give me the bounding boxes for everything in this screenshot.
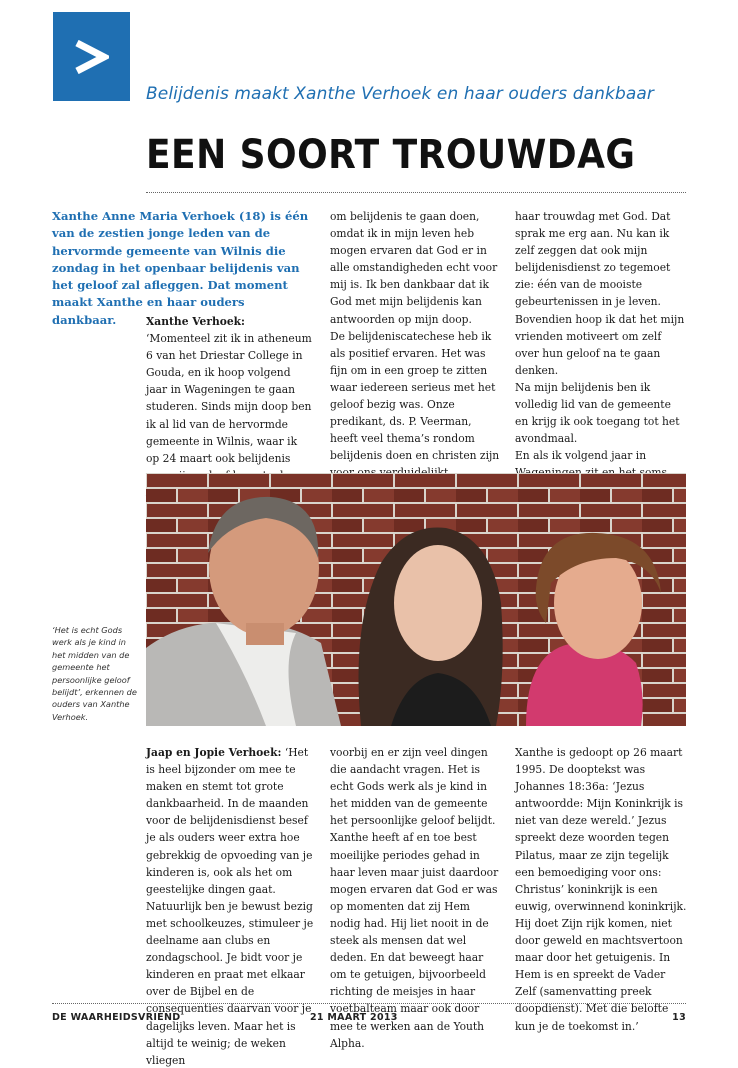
paragraph: Xanthe heeft af en toe best moeilijke periodes gehad in haar leven maar juist daardoor mogen ervaren dat God er was op momenten dat zij Hem nodig had. Hij liet nooit in de steek als mensen dat wel deden. En dat beweegt haar om te getuigen, bijvoorbeeld richting de meisjes in haar voetbalteam maar ook door mee te werken aan de Youth Alpha. xyxy=(330,831,499,1050)
lower-column-3 xyxy=(515,744,687,1035)
speaker-label: Xanthe Verhoek: xyxy=(146,315,246,328)
paragraph: Na mijn belijdenis ben ik volledig lid van de gemeente en krijg ik ook toegang tot het avondmaal. xyxy=(515,380,680,446)
chevron-right-icon xyxy=(73,40,109,74)
lower-column-2 xyxy=(330,744,502,1052)
headline-divider xyxy=(146,192,686,193)
paragraph: De belijdeniscatechese heb ik als positief ervaren. Het was fijn om in een groep te zitten waar iedereen serieus met het geloof bezig was. Onze predikant, ds. P. Veerman, heeft veel thema’s rondom belijdenis doen en christen zijn xyxy=(330,329,500,463)
paragraph: om belijdenis te gaan doen, omdat ik in mijn leven heb mogen ervaren dat God er in alle omstandigheden echt voor mij is. Ik ben dankbaar dat ik God met mijn belijdenis kan antwoorden op mijn doop. xyxy=(330,210,498,326)
footer-divider xyxy=(52,1003,686,1004)
paragraph: En als ik volgend jaar in xyxy=(515,449,647,463)
section-arrow-badge xyxy=(53,12,130,101)
article-intro: Xanthe Anne Maria Verhoek (18) is één van de zestien jonge leden van de hervormde gemeente van Wilnis die zondag in het openbaar belijdenis van het geloof zal afleggen. Dat moment maakt Xanthe en haar ouders dankbaar. xyxy=(52,209,309,327)
photo-caption: ‘Het is echt Gods werk als je kind in het midden van de gemeente het persoonlijke geloof belijdt’, erkennen de ouders van Xanthe Verhoek. xyxy=(52,625,137,722)
paragraph: ‘Momenteel zit ik in atheneum 6 van het Driestar College in Gouda, en ik hoop volgend jaar in Wageningen te gaan studeren. Sinds mijn doop ben ik al lid van de hervormde gemeente in Wilnis, waar ik op 24 maart ook belijdenis xyxy=(146,332,312,465)
family-photo xyxy=(146,473,686,726)
article-kicker: Belijdenis maakt Xanthe Verhoek en haar ouders dankbaar xyxy=(146,84,654,104)
footer-date: 21 MAART 2013 xyxy=(310,1012,398,1023)
speaker-label: Jaap en Jopie Verhoek: xyxy=(146,746,282,759)
paragraph: voorbij en er zijn veel dingen die aandacht vragen. Het is echt Gods werk als je kind in het midden van de gemeente het persoonlijke geloof belijdt. xyxy=(330,746,496,828)
family-photo-illustration xyxy=(146,473,686,726)
footer-page-number: 13 xyxy=(672,1012,686,1023)
footer-magazine-name: DE WAARHEIDSVRIEND xyxy=(52,1012,181,1023)
paragraph: haar trouwdag met God. Dat sprak me erg aan. Nu kan ik zelf zeggen dat ook mijn belijdenisdienst zo tegemoet zie: één van de mooiste gebeurtenissen in je leven. Bovendien hoop ik dat het mijn vrienden motiveert om zelf over hun geloof na te gaan denken. xyxy=(515,210,685,377)
paragraph: ‘Het is heel bijzonder om mee te maken en stemt tot grote dankbaarheid. In de maanden voor de belijdenisdienst besef je als ouders weer extra hoe gebrekkig de opvoeding van je kinderen is, ook als het om geestelijke dingen gaat. Natuurlijk ben je bewust bezig met schoolkeuzes, stimuleer je deelname aan clubs en zondagschool. Je bidt voor je kinderen en praat met elkaar over de Bijbel en de consequenties daarvan voor je dagelijks leven. Maar het is altijd te weinig; de weken vliegen xyxy=(146,746,314,1067)
article-headline: EEN SOORT TROUWDAG xyxy=(146,132,636,178)
paragraph: Xanthe is gedoopt op 26 maart 1995. De dooptekst was Johannes 18:36a: ‘Jezus antwoordde: Mijn Koninkrijk is niet van deze wereld.’ Jezus spreekt deze woorden tegen Pilatus, maar ze zijn tegelijk een bemoediging voor ons: Christus’ koninkrijk is een euwig, overwinnend koninkrijk. Hij doet Zijn rijk komen, niet door geweld en machtsvertoon maar door het getuigenis. In Hem is en spreekt de Vader Zelf (samenvatting preek doopdienst). Met die belofte kun je de toekomst in.’ xyxy=(515,746,687,1033)
